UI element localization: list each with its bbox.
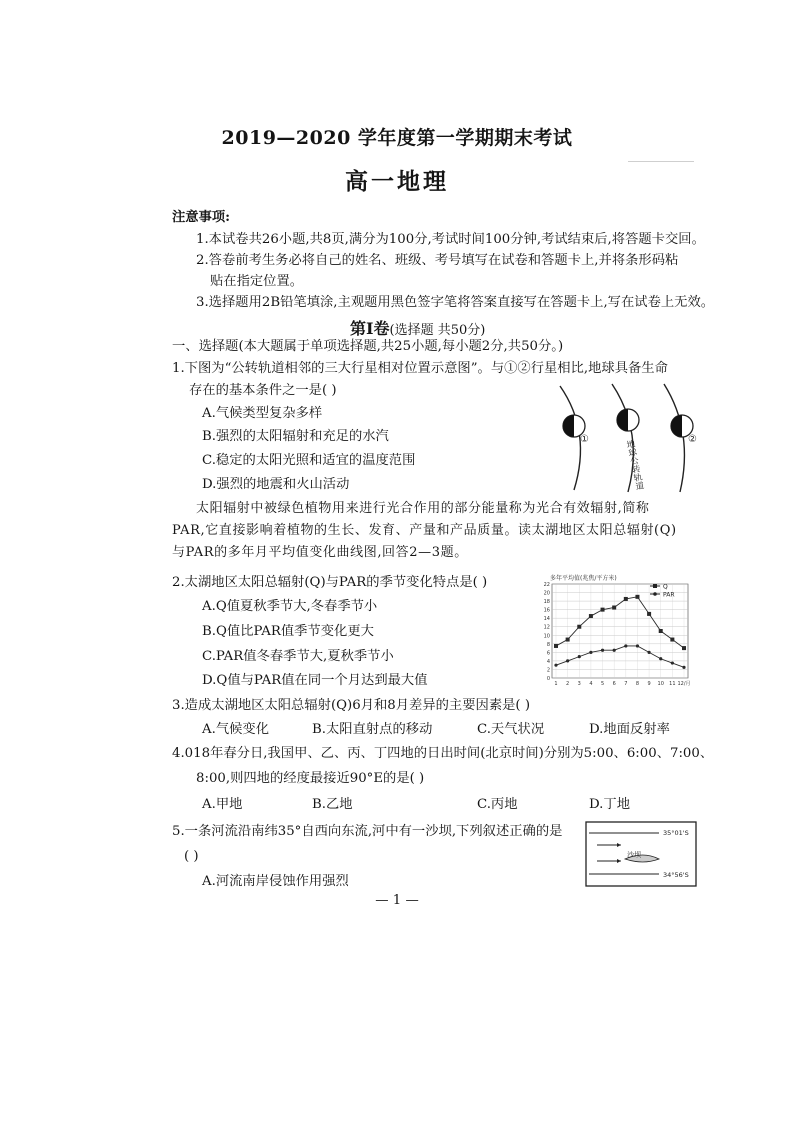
data-point-par [636, 644, 639, 647]
data-point-q [566, 638, 570, 642]
q1-option-a: A.气候类型复杂多样 [202, 406, 323, 421]
planet-label-2: ② [688, 434, 697, 445]
latitude-top-label: 35°01'S [663, 829, 689, 837]
q4-option-c: C.丙地 [477, 797, 518, 812]
orbit-arc-3 [664, 384, 684, 492]
y-tick-label: 8 [546, 641, 550, 648]
legend-par-label: PAR [663, 591, 675, 599]
x-tick-label: 10 [657, 681, 664, 687]
q-par-line-chart [538, 572, 698, 692]
q1-option-c: C.稳定的太阳光照和适宜的温度范围 [202, 453, 416, 468]
series-line-par [556, 646, 684, 667]
y-tick-label: 4 [546, 658, 550, 665]
y-tick-label: 14 [543, 616, 550, 623]
q3-stem: 3.造成太湖地区太阳总辐射(Q)6月和8月差异的主要因素是( ) [172, 698, 531, 713]
data-point-par [613, 649, 616, 652]
notice-item-2-cont: 贴在指定位置。 [210, 274, 304, 289]
q2-option-d: D.Q值与PAR值在同一个月达到最大值 [202, 673, 428, 688]
data-point-q [601, 608, 605, 612]
earth-planet-icon [617, 409, 639, 431]
q3-option-b: B.太阳直射点的移动 [312, 722, 433, 737]
chart-legend [650, 584, 675, 599]
q4-option-a: A.甲地 [202, 797, 243, 812]
passage-line-1: 太阳辐射中被绿色植物用来进行光合作用的部分能量称为光合有效辐射,简称 [196, 501, 650, 516]
latitude-bottom-label: 34°56'S [663, 871, 689, 879]
data-point-par [589, 651, 592, 654]
earth-orbit-label: 地球公转轨道 [624, 438, 645, 491]
q4-option-d: D.丁地 [589, 797, 631, 812]
subject-title: 高一地理 [345, 168, 449, 195]
q2-stem: 2.太湖地区太阳总辐射(Q)与PAR的季节变化特点是( ) [172, 575, 488, 590]
data-point-q [554, 644, 558, 648]
passage-line-3: 与PAR的多年月平均值变化曲线图,回答2—3题。 [172, 545, 468, 560]
q4-stem-line1: 4.018年春分日,我国甲、乙、丙、丁四地的日出时间(北京时间)分别为5:00、6:00、7:00、 [172, 746, 714, 761]
river-sandbar-figure [585, 821, 697, 887]
data-point-par [647, 651, 650, 654]
notice-item-1: 1.本试卷共26小题,共8页,满分为100分,考试时间100分钟,考试结束后,将答题卡交回。 [196, 232, 705, 247]
q5-stem-line1: 5.一条河流沿南纬35°自西向东流,河中有一沙坝,下列叙述正确的是 [172, 824, 563, 839]
orbit-arc-1 [560, 386, 580, 490]
notice-item-3: 3.选择题用2B铅笔填涂,主观题用黑色签字笔将答案直接写在答题卡上,写在试卷上无效。 [196, 295, 715, 310]
data-point-par [601, 649, 604, 652]
x-tick-label: 9 [647, 681, 651, 687]
x-tick-label: 6 [612, 681, 616, 687]
planet-label-1: ① [580, 434, 589, 445]
y-tick-label: 10 [543, 633, 550, 640]
data-point-q [612, 606, 616, 610]
data-point-q [670, 638, 674, 642]
q4-stem-line2: 8:00,则四地的经度最接近90°E的是( ) [196, 771, 425, 786]
q3-option-d: D.地面反射率 [589, 722, 670, 737]
scan-line-mark [628, 161, 694, 162]
y-tick-label: 12 [543, 624, 550, 631]
y-tick-label: 22 [543, 582, 550, 588]
data-point-par [624, 644, 627, 647]
q1-option-d: D.强烈的地震和火山活动 [202, 477, 350, 492]
series-line-q [556, 597, 684, 648]
y-tick-label: 16 [543, 607, 550, 614]
exam-title: 2019—2020 学年度第一学期期末考试 [221, 127, 573, 149]
part1-title [350, 316, 485, 339]
legend-q-label: Q [663, 583, 668, 591]
y-tick-label: 20 [543, 590, 550, 597]
data-point-q [682, 646, 686, 650]
x-tick-label: 4 [589, 681, 593, 687]
data-point-par [554, 664, 557, 667]
data-point-par [566, 659, 569, 662]
x-tick-label: 3 [577, 681, 581, 687]
q5-stem-line2: ( ) [184, 849, 199, 864]
y-tick-label: 18 [543, 599, 550, 606]
x-tick-label: 8 [635, 681, 640, 687]
planet-orbit-figure [530, 382, 710, 494]
x-tick-label: 11 [669, 681, 676, 687]
q2-option-b: B.Q值比PAR值季节变化更大 [202, 624, 374, 639]
chart-series [554, 595, 686, 669]
q3-option-a: A.气候变化 [202, 722, 270, 737]
data-point-q [635, 595, 639, 599]
y-tick-label: 6 [546, 650, 550, 657]
chart-x-ticks [554, 680, 690, 687]
section1-heading: 一、选择题(本大题属于单项选择题,共25小题,每小题2分,共50分。) [172, 339, 564, 354]
passage-line-2: PAR,它直接影响着植物的生长、发育、产量和产品质量。读太湖地区太阳总辐射(Q) [172, 523, 677, 538]
x-tick-label: 12/月 [677, 681, 691, 687]
q5-option-a: A.河流南岸侵蚀作用强烈 [202, 874, 349, 889]
q1-option-b: B.强烈的太阳辐射和充足的水汽 [202, 429, 389, 444]
data-point-q [659, 629, 663, 633]
q3-option-c: C.天气状况 [477, 722, 545, 737]
part1-title-text: 第Ⅰ卷 [350, 319, 390, 338]
notice-item-2: 2.答卷前考生务必将自己的姓名、班级、考号填写在试卷和答题卡上,并将条形码粘 [196, 253, 679, 268]
y-tick-label: 0 [546, 676, 550, 682]
data-point-par [659, 657, 662, 660]
data-point-par [578, 655, 581, 658]
sandbar-label: 沙坝 [627, 851, 641, 859]
data-point-q [589, 614, 593, 618]
chart-y-ticks [544, 582, 550, 682]
q1-stem-line1: 1.下图为“公转轨道相邻的三大行星相对位置示意图”。与①②行星相比,地球具备生命 [172, 361, 668, 376]
y-tick-label: 2 [546, 667, 550, 674]
data-point-par [671, 661, 674, 664]
q1-stem-line2: 存在的基本条件之一是( ) [189, 383, 337, 398]
data-point-par [682, 666, 685, 669]
x-tick-label: 2 [566, 681, 570, 687]
chart-title: 多年平均值(兆焦/平方米) [550, 575, 617, 582]
orbit-arc-2 [612, 384, 633, 492]
x-tick-label: 5 [600, 681, 605, 687]
part1-note: (选择题 共50分) [389, 323, 486, 338]
data-point-q [624, 597, 628, 601]
data-point-q [577, 625, 581, 629]
q2-option-c: C.PAR值冬春季节大,夏秋季节小 [202, 649, 394, 664]
q2-option-a: A.Q值夏秋季节大,冬春季节小 [202, 599, 378, 614]
page-number: — 1 — [375, 893, 419, 908]
notice-heading: 注意事项: [172, 210, 231, 225]
x-tick-label: 1 [554, 681, 558, 687]
q4-option-b: B.乙地 [312, 797, 353, 812]
data-point-q [647, 612, 651, 616]
x-tick-label: 7 [624, 681, 628, 687]
